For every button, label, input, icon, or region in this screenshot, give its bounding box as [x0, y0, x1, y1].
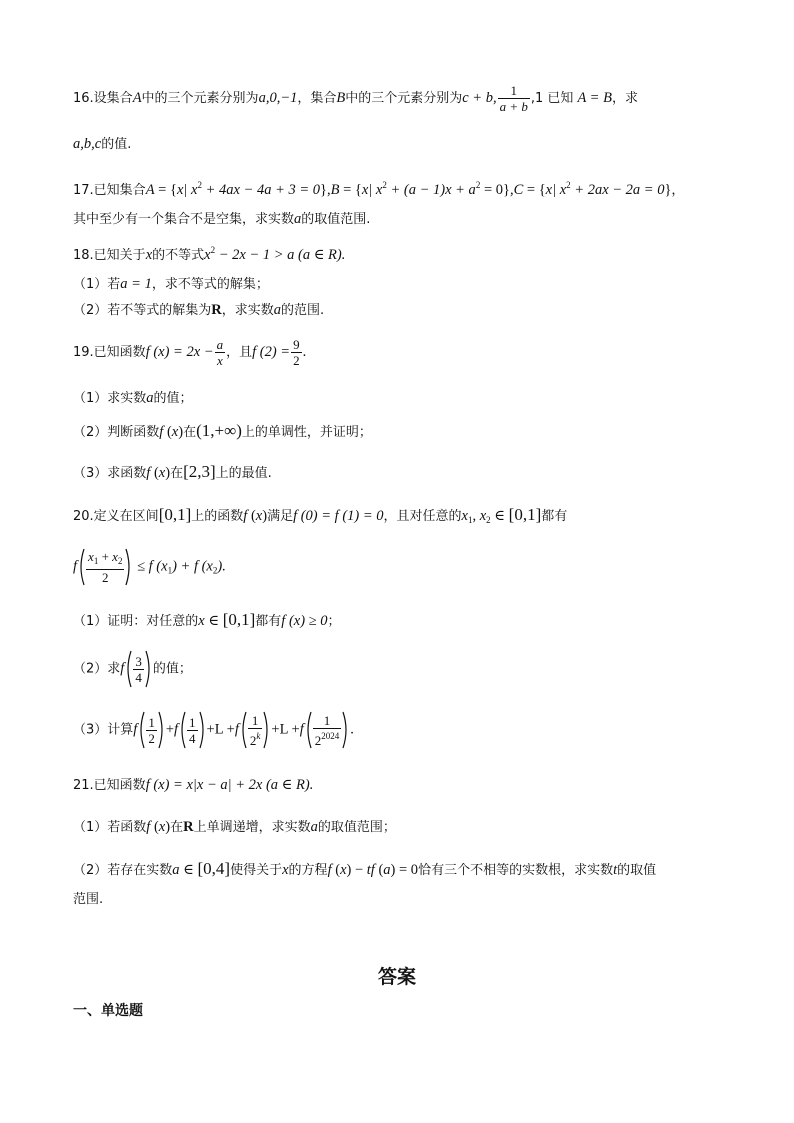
q16-line1: 16.设集合A中的三个元素分别为a,0,−1，集合B中的三个元素分别为c + b, $\frac{1}{a + b}$ ,1 已知 A = B，求	[73, 83, 638, 114]
q19-fraction-9-2: $\frac{9}{2}$	[293, 337, 300, 368]
left-paren	[137, 711, 145, 749]
q21-p1-text: （1）若函数	[73, 820, 147, 835]
left-paren	[77, 548, 85, 586]
q19-text: 19.已知函数	[73, 345, 146, 360]
q16-text: 中的三个元素分别为	[345, 91, 463, 106]
q20-line1: 20.定义在区间[0,1]上的函数f (x)满足f (0) = f (1) = 0，且对任意的$x_1$, $x_2$ ∈ [0,1]都有	[73, 505, 568, 525]
q18-p2-text: （2）若不等式的解集为	[73, 303, 212, 318]
q19-p2-text: 上的单调性，并证明；	[241, 425, 372, 440]
q17-line2: 其中至少有一个集合不是空集，求实数a的取值范围.	[73, 211, 371, 227]
left-paren	[124, 650, 132, 688]
q16-text: 16.设集合	[73, 91, 133, 106]
q20-p1-text: ；	[327, 614, 341, 629]
q20-p2-text: 的值；	[152, 661, 192, 677]
left-paren	[178, 711, 186, 749]
q17-text: 其中至少有一个集合不是空集，求实数	[73, 212, 295, 227]
q19-p2-text: 在	[183, 425, 197, 440]
q21-p1-text: 上单调递增，求实数	[193, 820, 311, 835]
q17-set-a: x| x	[176, 182, 198, 198]
q17-text: 的取值范围.	[301, 212, 371, 227]
q19-f2: f (2) =	[252, 344, 291, 360]
q20-p1-ineq: f (x) ≥ 0	[281, 613, 328, 629]
q20-text: 满足	[267, 509, 294, 524]
q19-p3-interval: [2,3]	[183, 462, 216, 481]
q21-p2-text: 使得关于	[230, 863, 283, 878]
right-paren	[145, 650, 153, 688]
q19-p3-text: （3）求函数	[73, 466, 147, 481]
ellipsis: L	[214, 721, 224, 738]
q21-p2-text: （2）若存在实数	[73, 863, 173, 878]
q17-set-b-rest: + (a − 1)x + a	[386, 182, 476, 198]
ellipsis: L	[279, 721, 288, 738]
q21-expr: f (x) = x|x − a| + 2x (a ∈ R).	[145, 777, 314, 793]
q19-text: ，且	[226, 345, 253, 360]
q20-fraction-mid: $\frac{x_1 + x_2}{2}$	[88, 549, 123, 585]
q21-text: 21.已知函数	[73, 778, 146, 793]
q18-p1-text: （1）若	[73, 277, 121, 292]
q16-text: 中的三个元素分别为	[141, 91, 259, 106]
q20-p3-text: （3）计算	[73, 722, 134, 738]
q18-expr: x	[204, 247, 211, 263]
q17-set-c: x| x	[545, 182, 567, 198]
q20-p1-text: （1）证明：对任意的	[73, 614, 199, 629]
q21-part2-wrap	[73, 891, 103, 909]
q16-text: 的值.	[101, 137, 132, 152]
answer-title: 答案	[377, 966, 416, 988]
q19-p2-text: （2）判断函数	[73, 425, 160, 440]
q21-p1-text: 在	[170, 820, 184, 835]
q20-text: 20.定义在区间	[73, 509, 159, 524]
q18-p2-reals: R	[211, 302, 222, 318]
q16-set-a: a,0,−1	[258, 90, 298, 106]
q16-text: ，求	[611, 91, 638, 106]
q20-text: 上的函数	[191, 509, 244, 524]
q18-part2: （2）若不等式的解集为R，求实数a的范围.	[73, 302, 325, 318]
q19-part2: （2）判断函数f (x)在(1,+∞)上的单调性，并证明；	[73, 421, 372, 440]
q20-part1: （1）证明：对任意的x ∈ [0,1]都有f (x) ≥ 0；	[73, 610, 341, 629]
q19-fraction-a-x: $\frac{a}{x}$	[216, 337, 224, 368]
q18-p1-text: ，求不等式的解集；	[151, 277, 269, 292]
q21-p2-text: 范围.	[73, 892, 104, 907]
q18-p1-cond: a = 1	[120, 276, 152, 292]
q20-part3: （3）计算f $\frac{1}{2}$ +f $\frac{1}{4}$ +L +f $\frac{1}{2^k}$ +L +f $\frac{1}{2^{2024}}$ .	[73, 712, 354, 748]
q18-text: 18.已知关于	[73, 248, 146, 263]
q20-fraction-3-4: $\frac{3}{4}$	[135, 653, 142, 685]
q18-p2-text: ，求实数	[221, 303, 274, 318]
right-paren	[199, 711, 207, 749]
left-paren	[304, 711, 312, 749]
q17-line1: 17.已知集合A = {x| $x^2 + 4ax - 4a + 3 = 0\},B = \{x|$ $x^2 + (a - 1)x + a^2 = 0\},C = \{x|$ $x^2 + 2ax - 2a = 0$}，	[73, 180, 685, 198]
q21-p1-text: 的取值范围；	[317, 820, 396, 835]
q18-text: 的不等式	[152, 248, 205, 263]
q18-part1	[73, 275, 269, 294]
q20-interval: [0,1]	[158, 505, 192, 524]
q20-condition: f (0) = f (1) = 0	[293, 508, 384, 524]
q20-text: ，且对任意的	[383, 509, 462, 524]
q18-expr-rest: − 2x − 1 > a (a ∈ R).	[215, 247, 346, 263]
q18-p2-text: 的范围.	[281, 303, 325, 318]
q16-set-b: c + b,	[462, 90, 497, 106]
q20-p1-text: 都有	[255, 614, 282, 629]
q19-part3: （3）求函数f (x)在[2,3]上的最值.	[73, 462, 272, 481]
q19-p3-text: 在	[170, 466, 184, 481]
q19-p1-text: （1）求实数	[73, 391, 147, 406]
q17-set-c-rest: + 2ax − 2a = 0	[570, 182, 665, 198]
q19-fx: f (x) = 2x −	[145, 344, 214, 360]
q19-part1: （1）求实数a的值；	[73, 390, 193, 406]
exponent-2024: 2024	[321, 730, 340, 741]
q19-p3-text: 上的最值.	[215, 466, 272, 481]
left-paren	[239, 711, 247, 749]
q16-vars: a,b,c	[73, 136, 102, 152]
q17-text: 17.已知集合	[73, 183, 146, 198]
q21-part1: （1）若函数f (x)在R上单调递增，求实数a的取值范围；	[73, 819, 396, 835]
q17-set-b-end: = 0	[480, 182, 503, 198]
q16-condition: A = B	[577, 90, 612, 106]
q16-text: ，集合	[297, 91, 337, 106]
q21-part2: （2）若存在实数a ∈ [0,4]使得关于x的方程f (x) − tf (a) = 0恰有三个不相等的实数根，求实数t的取值	[73, 859, 657, 878]
q17-set-b: x| x	[361, 182, 383, 198]
q20-p2-text: （2）求	[73, 661, 121, 677]
q16-fraction: $\frac{1}{a + b}$	[499, 83, 528, 114]
section-title: 一、单选题	[73, 1003, 143, 1019]
q20-part2: （2）求f $\frac{3}{4}$ 的值；	[73, 650, 192, 688]
q20-p1-interval: [0,1]	[222, 610, 256, 629]
q21-p2-text: 恰有三个不相等的实数根，求实数	[418, 863, 614, 878]
q17-set-a-rest: + 4ax − 4a + 3 = 0	[201, 182, 321, 198]
q20-interval: [0,1]	[508, 505, 542, 524]
q19-p2-interval: (1,+∞)	[196, 421, 242, 440]
q16-text: ,1 已知	[530, 91, 574, 106]
right-paren	[158, 711, 166, 749]
q21-p2-text: 的方程	[288, 863, 328, 878]
q18-line1: 18.已知关于x的不等式$x^2 - 2x - 1 > a$ (a ∈ R).	[73, 245, 346, 263]
q20-text: 都有	[541, 509, 568, 524]
q19-line1: 19.已知函数f (x) = 2x − $\frac{a}{x}$ ，且f (2) = $\frac{9}{2}$ .	[73, 337, 307, 368]
q19-p1-text: 的值；	[153, 391, 193, 406]
q20-inequality: f $\frac{x_1 + x_2}{2}$ ≤ f $(x_1) + f$ $(x_2)$.	[73, 549, 226, 585]
q16-line2	[73, 135, 131, 154]
q21-p2-text: 的取值	[617, 863, 657, 878]
q21-line1	[73, 776, 313, 795]
